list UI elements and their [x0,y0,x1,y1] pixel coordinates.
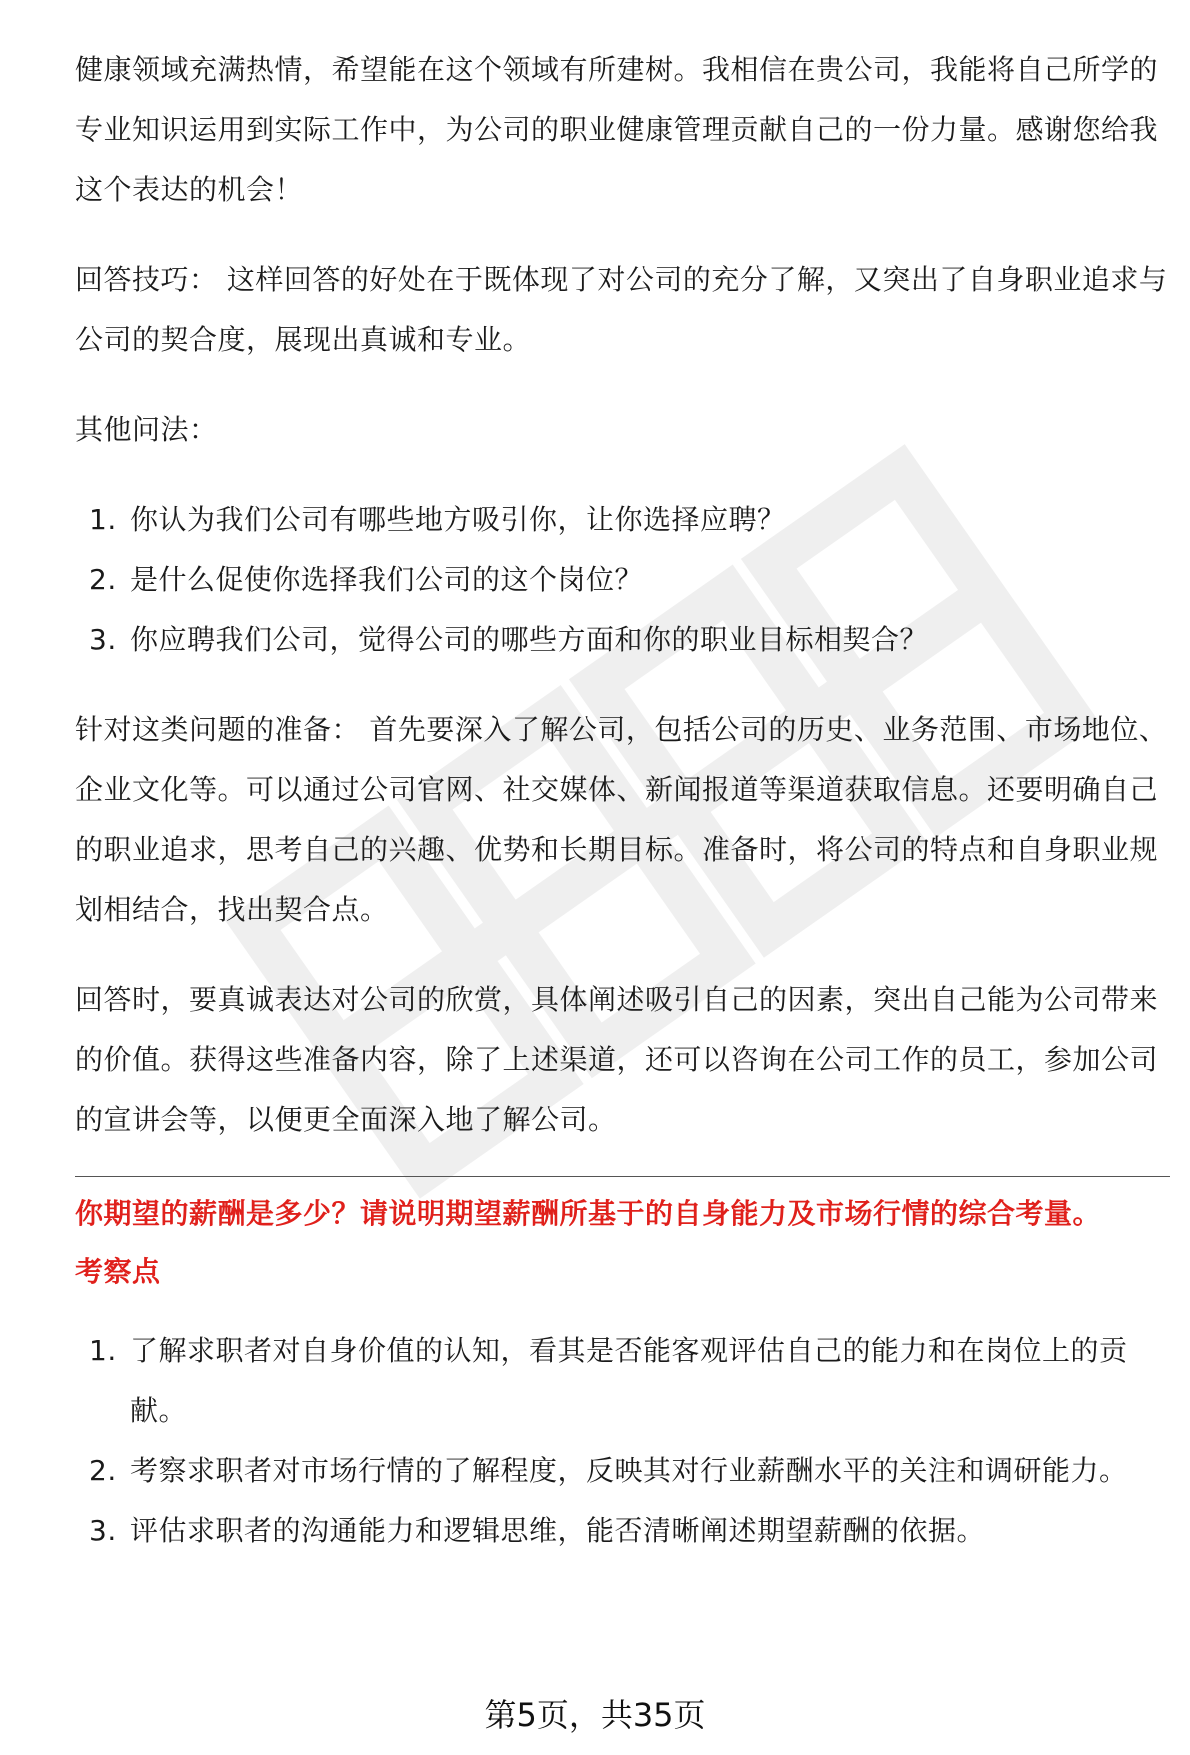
answer-tips-paragraph: 回答技巧： 这样回答的好处在于既体现了对公司的充分了解，又突出了自身职业追求与公司的契合度，展现出真诚和专业。 [75,263,1168,356]
other-ways-label: 其他问法： [75,413,218,446]
list-item [75,1321,1170,1441]
list-item [75,610,1170,670]
list-item [75,490,1170,550]
focus-label: 考察点 [75,1255,161,1288]
other-questions-list [75,490,1170,670]
page-content [75,40,1170,1561]
list-item-number: 3. [89,1514,117,1547]
list-item [75,1501,1170,1561]
list-item-text: 你认为我们公司有哪些地方吸引你，让你选择应聘？ [130,503,786,536]
list-item-text: 考察求职者对市场行情的了解程度，反映其对行业薪酬水平的关注和调研能力。 [130,1454,1128,1487]
list-item-number: 2. [89,563,117,596]
focus-points-list [75,1321,1170,1561]
list-item [75,1441,1170,1501]
list-item-number: 2. [89,1454,117,1487]
list-item-number: 1. [89,503,117,536]
list-item-text: 了解求职者对自身价值的认知，看其是否能客观评估自己的能力和在岗位上的贡献。 [130,1334,1128,1427]
list-item-text: 你应聘我们公司，觉得公司的哪些方面和你的职业目标相契合？ [130,623,929,656]
list-item-number: 1. [89,1334,117,1367]
list-item-text: 是什么促使你选择我们公司的这个岗位？ [130,563,644,596]
page-number-footer: 第5页，共35页 [484,1696,706,1734]
list-item-text: 评估求职者的沟通能力和逻辑思维，能否清晰阐述期望薪酬的依据。 [130,1514,986,1547]
intro-continuation-paragraph: 健康领域充满热情，希望能在这个领域有所建树。我相信在贵公司，我能将自己所学的专业知识运用到实际工作中，为公司的职业健康管理贡献自己的一份力量。感谢您给我这个表达的机会！ [75,53,1159,206]
list-item-number: 3. [89,623,117,656]
list-item [75,550,1170,610]
answering-paragraph: 回答时，要真诚表达对公司的欣赏，具体阐述吸引自己的因素，突出自己能为公司带来的价值。获得这些准备内容，除了上述渠道，还可以咨询在公司工作的员工，参加公司的宣讲会等，以便更全面深入地了解公司。 [75,983,1159,1136]
preparation-paragraph: 针对这类问题的准备： 首先要深入了解公司，包括公司的历史、业务范围、市场地位、企业文化等。可以通过公司官网、社交媒体、新闻报道等渠道获取信息。还要明确自己的职业追求，思考自己的兴趣、优势和长期目标。准备时，将公司的特点和自身职业规划相结合，找出契合点。 [75,713,1168,926]
section-divider [75,1176,1170,1177]
question-title: 你期望的薪酬是多少？请说明期望薪酬所基于的自身能力及市场行情的综合考量。 [75,1197,1102,1230]
